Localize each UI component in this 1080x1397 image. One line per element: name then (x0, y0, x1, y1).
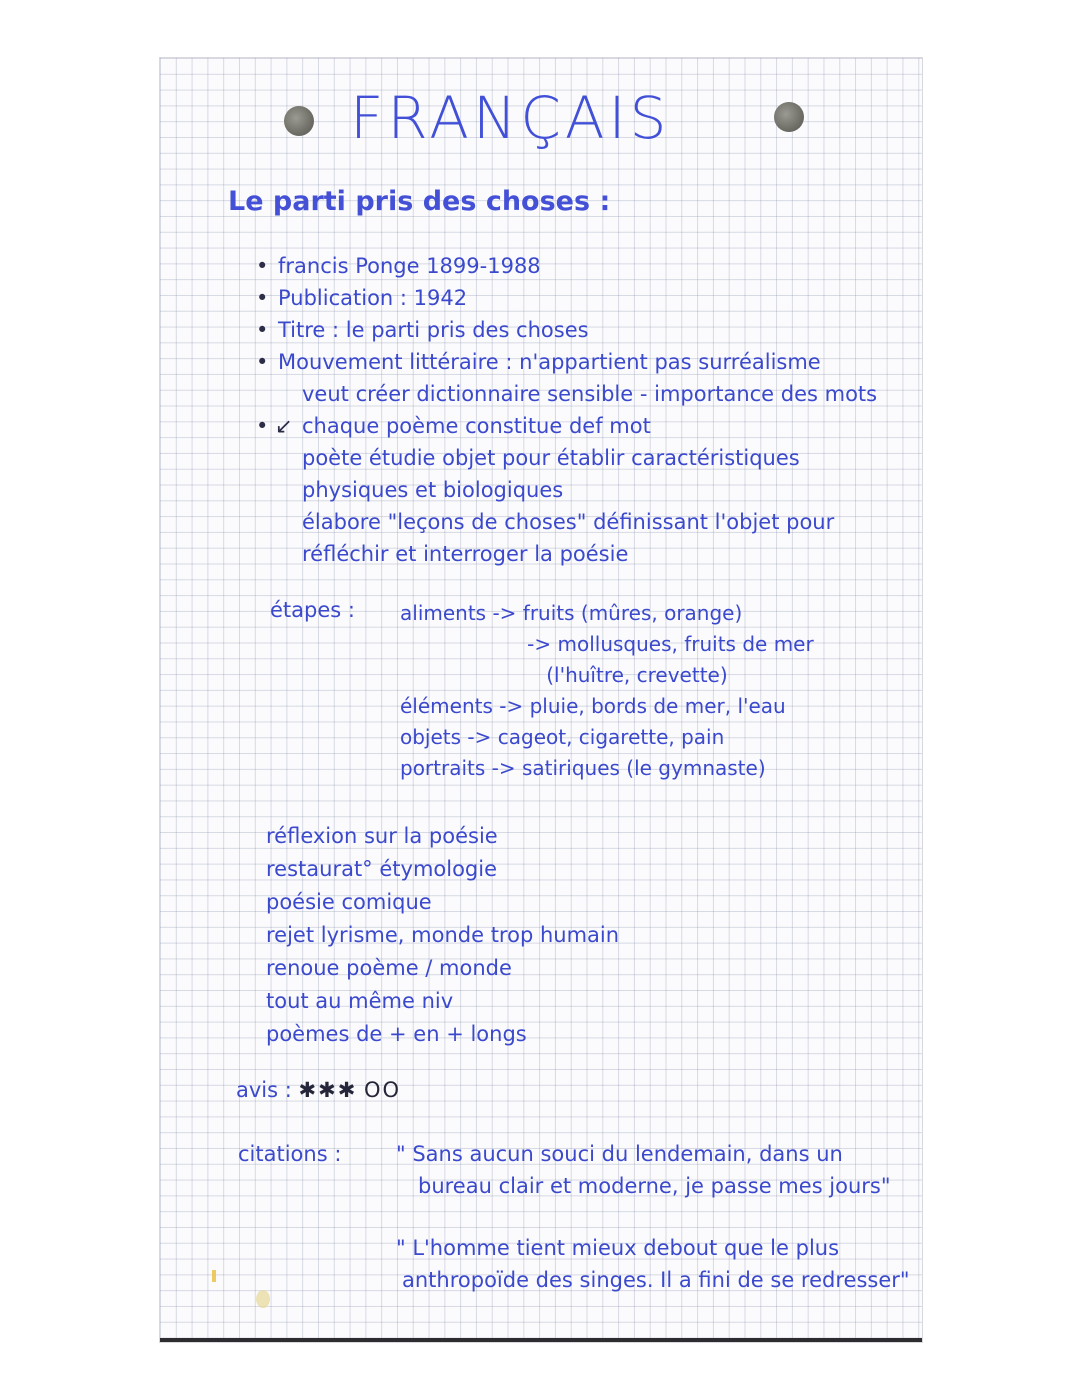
paper-stain (256, 1290, 270, 1308)
list-item-text: réfléchir et interroger la poésie (302, 542, 629, 566)
punch-hole-left (284, 106, 314, 136)
reflexion-line: restaurat° étymologie (266, 857, 498, 881)
rating (236, 1078, 401, 1102)
list-item (256, 314, 877, 346)
etape-line: objets -> cageot, cigarette, pain (400, 725, 725, 749)
etape-line: portraits -> satiriques (le gymnaste) (400, 756, 766, 780)
quote-2 (396, 1232, 910, 1296)
bullet-marker: • (256, 254, 269, 278)
list-item (256, 250, 877, 282)
bullet-marker: • (256, 350, 269, 374)
etape-line: -> mollusques, fruits de mer (400, 632, 814, 656)
reflexion-list (266, 820, 619, 1051)
etapes-label: étapes : (270, 598, 355, 622)
etape-line: (l'huître, crevette) (400, 663, 728, 687)
etapes-list (400, 598, 814, 784)
reflexion-line: renoue poème / monde (266, 956, 512, 980)
quote-line: " L'homme tient mieux debout que le plus (396, 1236, 840, 1260)
quote-line: " Sans aucun souci du lendemain, dans un (396, 1142, 843, 1166)
list-item-text: élabore "leçons de choses" définissant l'objet pour (302, 510, 835, 534)
list-item (256, 378, 877, 410)
punch-hole-right (774, 102, 804, 132)
notebook-sheet (160, 58, 922, 1342)
reflexion-line: poésie comique (266, 890, 432, 914)
quote-line: anthropoïde des singes. Il a fini de se redresser" (402, 1268, 910, 1292)
list-item-text: Titre : le parti pris des choses (278, 318, 589, 342)
rating-empty-circles: OO (364, 1078, 402, 1102)
info-list (256, 250, 877, 570)
citations-label: citations : (238, 1142, 342, 1166)
list-item (256, 506, 877, 538)
etape-line: aliments -> fruits (mûres, orange) (400, 601, 743, 625)
list-item-text: francis Ponge 1899-1988 (278, 254, 541, 278)
list-item (256, 282, 877, 314)
list-item-text: Publication : 1942 (278, 286, 468, 310)
section-heading: Le parti pris des choses : (228, 186, 611, 217)
rating-label: avis : (236, 1078, 292, 1102)
list-item (256, 538, 877, 570)
bullet-marker: • (256, 286, 269, 310)
bullet-marker: • (256, 318, 269, 342)
quote-1 (396, 1138, 891, 1202)
etape-line: éléments -> pluie, bords de mer, l'eau (400, 694, 786, 718)
reflexion-line: tout au même niv (266, 989, 454, 1013)
list-item (256, 346, 877, 378)
list-item-text: poète étudie objet pour établir caractéristiques (302, 446, 800, 470)
bullet-marker: • ↙ (256, 414, 293, 438)
quote-line: bureau clair et moderne, je passe mes jours" (418, 1174, 891, 1198)
rating-filled-stars: ✱✱✱ (298, 1078, 358, 1102)
reflexion-line: poèmes de + en + longs (266, 1022, 527, 1046)
list-item-text: chaque poème constitue def mot (302, 414, 651, 438)
list-item (256, 474, 877, 506)
reflexion-line: réflexion sur la poésie (266, 824, 498, 848)
list-item-text: physiques et biologiques (302, 478, 564, 502)
paper-mark (212, 1270, 216, 1282)
page-title: FRANÇAIS (350, 84, 671, 152)
list-item (256, 442, 877, 474)
list-item-text: veut créer dictionnaire sensible - importance des mots (302, 382, 878, 406)
reflexion-line: rejet lyrisme, monde trop humain (266, 923, 620, 947)
list-item (256, 410, 877, 442)
list-item-text: Mouvement littéraire : n'appartient pas surréalisme (278, 350, 821, 374)
